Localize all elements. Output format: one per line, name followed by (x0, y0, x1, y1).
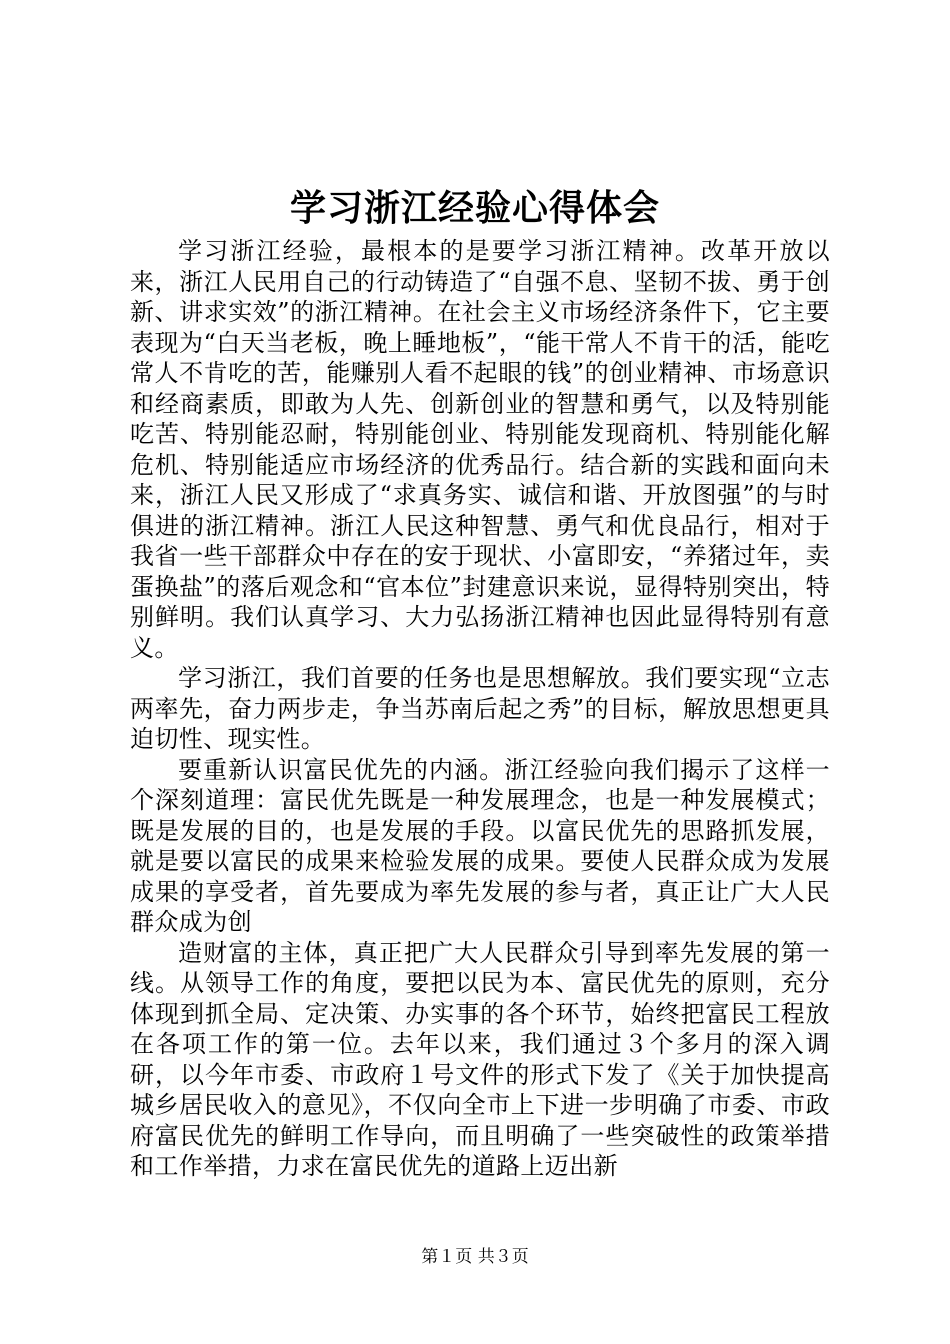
paragraph-4: 造财富的主体，真正把广大人民群众引导到率先发展的第一线。从领导工作的角度，要把以民为本、富民优先的原则，充分体现到抓全局、定决策、办实事的各个环节，始终把富民工程放在各项工作的第一位。去年以来，我们通过３个多月的深入调研，以今年市委、市政府１号文件的形式下发了《关于加快提高城乡居民收入的意见》，不仅向全市上下进一步明确了市委、市政府富民优先的鲜明工作导向，而且明确了一些突破性的政策举措和工作举措，力求在富民优先的道路上迈出新 (130, 938, 830, 1180)
document-title: 学习浙江经验心得体会 (289, 187, 660, 229)
paragraph-3: 要重新认识富民优先的内涵。浙江经验向我们揭示了这样一个深刻道理：富民优先既是一种发展理念，也是一种发展模式；既是发展的目的，也是发展的手段。以富民优先的思路抓发展，就是要以富民的成果来检验发展的成果。要使人民群众成为发展成果的享受者，首先要成为率先发展的参与者，真正让广大人民群众成为创 (130, 755, 830, 936)
document-body (130, 236, 830, 1182)
paragraph-2: 学习浙江，我们首要的任务也是思想解放。我们要实现“立志两率先，奋力两步走，争当苏南后起之秀”的目标，解放思想更具迫切性、现实性。 (130, 664, 830, 753)
page-footer: 第１页 共３页 (421, 1247, 529, 1267)
paragraph-1: 学习浙江经验，最根本的是要学习浙江精神。改革开放以来，浙江人民用自己的行动铸造了“自强不息、坚韧不拔、勇于创新、讲求实效”的浙江精神。在社会主义市场经济条件下，它主要表现为“白天当老板，晚上睡地板”，“能干常人不肯干的活，能吃常人不肯吃的苦，能赚别人看不起眼的钱”的创业精神、市场意识和经商素质，即敢为人先、创新创业的智慧和勇气，以及特别能吃苦、特别能忍耐，特别能创业、特别能发现商机、特别能化解危机、特别能适应市场经济的优秀品行。结合新的实践和面向未来，浙江人民又形成了“求真务实、诚信和谐、开放图强”的与时俱进的浙江精神。浙江人民这种智慧、勇气和优良品行，相对于我省一些干部群众中存在的安于现状、小富即安，“养猪过年，卖蛋换盐”的落后观念和“官本位”封建意识来说，显得特别突出，特别鲜明。我们认真学习、大力弘扬浙江精神也因此显得特别有意义。 (130, 237, 830, 662)
